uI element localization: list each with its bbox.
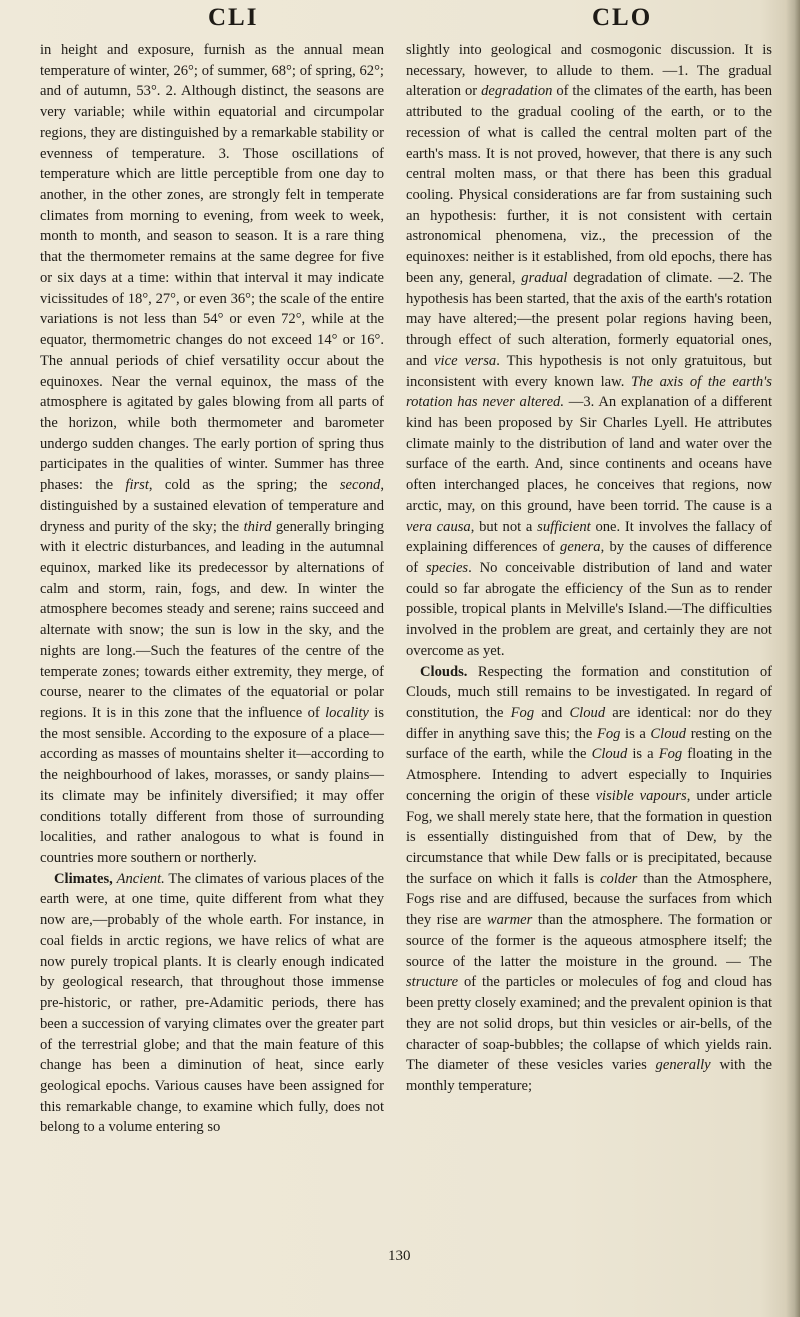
entry-heading: Clouds.: [420, 663, 468, 680]
right-column: [406, 40, 772, 1097]
entry-heading: Climates,: [54, 870, 113, 887]
entry-clouds: Clouds. Respecting the formation and constitution of Clouds, much still remains to be investigated. In regard of constitution, the Fog and Cloud are identical: nor do they differ in anything save this; the Fog is a Cloud resting on the surface of the earth, while the Cloud is a Fog floating in the Atmosphere. Intending to advert especially to Inquiries concerning the origin of these visible vapours, under article Fog, we shall merely state here, that the formation in question is essentially distinguished from that of Dew, by the circumstance that while Dew falls or is precipitated, because the surface on which it falls is colder than the Atmosphere, Fogs rise and are diffused, because the surfaces from which they rise are warmer than the atmosphere. The formation or source of the former is the aqueous atmosphere itself; the source of the latter the moisture in the ground. — The structure of the particles or molecules of fog and cloud has been pretty closely examined; and the prevalent opinion is that they are not solid drops, but thin vesicles or air-bells, of the character of soap-bubbles; the collapse of which yields rain. The diameter of these vesicles varies generally with the monthly temperature;: [406, 663, 772, 1094]
header-right: CLO: [592, 4, 653, 31]
page-number: 130: [388, 1248, 411, 1264]
header-left: CLI: [208, 4, 259, 31]
left-paragraph-1: in height and exposure, furnish as the annual mean temperature of winter, 26°; of summer, 68°; of spring, 62°; and of autumn, 53°. 2. Although distinct, the seasons are very variable; while within equatorial and circumpolar regions, they are distinguished by a remarkable stability or evenness of temperature. 3. Those oscillations of temperature which are little perceptible from one day to another, in the other zones, are strongly felt in temperate climates from morning to evening, from week to week, month to month, and season to season. It is a rare thing that the thermometer remains at the same degree for five or six days at a time: within that interval it may indicate vicissitudes of 18°, 27°, or even 36°; the scale of the entire variations is not less than 54° or even 72°, while at the equator, thermometric changes do not exceed 14° or 16°. The annual periods of chief versatility occur about the equinoxes. Near the vernal equinox, the mass of the atmosphere is agitated by gales blowing from all parts of the horizon, while both thermometer and barometer undergo sudden changes. The early portion of spring thus participates in the qualities of winter. Summer has three phases: the first, cold as the spring; the second, distinguished by a sustained elevation of temperature and dryness and purity of the sky; the third generally bringing with it electric disturbances, and leading in the autumnal equinox, marked like its predecessor by alternations of calm and storm, rain, fogs, and dew. In winter the atmosphere becomes steady and serene; rains succeed and alternate with snow; the sun is low in the sky, and the nights are long.—Such the features of the centre of the temperate zones; towards either extremity, they merge, of course, nearer to the climates of the equatorial or polar regions. It is in this zone that the influence of locality is the most sensible. According to the exposure of a place—according as masses of mountains shelter it—according to the neighbourhood of lakes, morasses, or sandy plains—its climate may be infinitely diversified; it may offer conditions totally different from those of surrounding localities, and rather analogous to what is found in countries more southern or northerly.: [40, 42, 384, 867]
right-paragraph-1: slightly into geological and cosmogonic discussion. It is necessary, however, to allude to them. —1. The gradual alteration or degradation of the climates of the earth, has been attributed to the gradual cooling of the earth, or to the recession of what is called the central molten part of the earth's mass. It is not proved, however, that there is any such central molten mass, or that there has been this gradual cooling. Physical considerations are far from sustaining such an hypothesis: further, it is not consistent with certain astronomical phenomena, viz., the precession of the equinoxes: neither is it established, from old epochs, there has been any, general, gradual degradation of climate. —2. The hypothesis has been started, that the axis of the earth's rotation may have altered;—the present polar regions having been, through effect of such alteration, formerly equatorial ones, and vice versa. This hypothesis is not only gratuitous, but inconsistent with every known law. The axis of the earth's rotation has never altered. —3. An explanation of a different kind has been proposed by Sir Charles Lyell. He attributes climate mainly to the distribution of land and water over the surface of the earth. And, since continents and oceans have often interchanged places, he conceives that regions, now arctic, may, on this ground, have been torrid. The cause is a vera causa, but not a sufficient one. It involves the fallacy of explaining differences of genera, by the causes of difference of species. No conceivable distribution of land and water could so far abrogate the efficiency of the Sun as to render possible, tropical plants in Melville's Island.—The difficulties involved in the problem are great, and certainly they are not overcome as yet.: [406, 42, 773, 659]
page-edge-shadow: [786, 0, 800, 1317]
entry-climates-ancient: Climates, Ancient. The climates of various places of the earth were, at one time, quite different from what they now are,—probably of the whole earth. For instance, in coal fields in arctic regions, we have relics of what are now purely tropical plants. It is clearly enough indicated by geological research, that throughout those immense pre-historic, or rather, pre-Adamitic periods, there has been a succession of varying climates over the greater part of the terrestrial globe; and that the main feature of this change has been a diminution of heat, since early geological epochs. Various causes have been assigned for this remarkable change, to examine which fully, does not belong to a volume entering so: [40, 870, 384, 1136]
running-header: [0, 4, 800, 44]
left-column: [40, 40, 384, 1138]
